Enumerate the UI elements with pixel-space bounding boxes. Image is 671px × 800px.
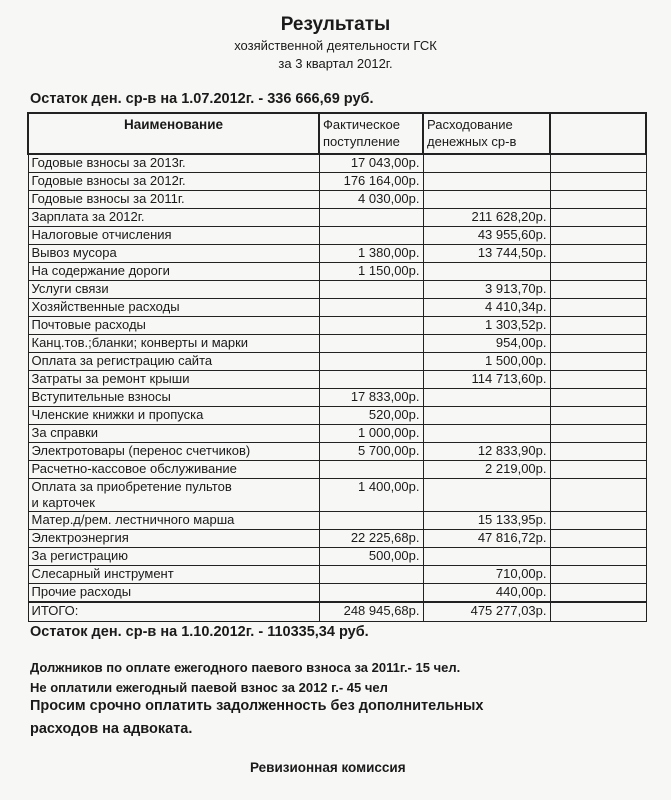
results-table bbox=[27, 112, 647, 622]
table-row bbox=[28, 281, 646, 299]
row-income: 1 380,00р. bbox=[319, 245, 423, 263]
table-row bbox=[28, 263, 646, 281]
table-row bbox=[28, 407, 646, 425]
row-expense bbox=[423, 407, 550, 425]
table-row bbox=[28, 389, 646, 407]
row-name-text: Электротовары (перенос счетчиков) bbox=[31, 443, 251, 458]
total-income: 248 945,68р. bbox=[319, 602, 423, 622]
row-empty bbox=[550, 584, 646, 603]
row-name bbox=[28, 191, 319, 209]
row-name-text: Членские книжки и пропуска bbox=[31, 407, 204, 422]
debtors-2012: Не оплатили ежегодный паевой взнос за 2012 г.- 45 чел bbox=[30, 680, 388, 695]
row-empty bbox=[550, 512, 646, 530]
header-income: Фактическое поступление bbox=[319, 113, 423, 154]
row-empty bbox=[550, 461, 646, 479]
row-empty bbox=[550, 389, 646, 407]
row-expense: 2 219,00р. bbox=[423, 461, 550, 479]
row-income bbox=[319, 512, 423, 530]
row-name-text: Почтовые расходы bbox=[31, 317, 146, 332]
table-row bbox=[28, 245, 646, 263]
row-name bbox=[28, 530, 319, 548]
row-income: 4 030,00р. bbox=[319, 191, 423, 209]
row-empty bbox=[550, 353, 646, 371]
row-name-text: Услуги связи bbox=[31, 281, 109, 296]
row-name bbox=[28, 443, 319, 461]
row-expense: 114 713,60р. bbox=[423, 371, 550, 389]
row-empty bbox=[550, 154, 646, 173]
row-name bbox=[28, 512, 319, 530]
total-label: ИТОГО: bbox=[28, 602, 319, 622]
row-name-text: Зарплата за 2012г. bbox=[31, 209, 145, 224]
row-expense bbox=[423, 154, 550, 173]
row-income bbox=[319, 584, 423, 603]
row-expense bbox=[423, 479, 550, 512]
row-empty bbox=[550, 566, 646, 584]
row-empty bbox=[550, 548, 646, 566]
row-name bbox=[28, 299, 319, 317]
row-name-text: Затраты за ремонт крыши bbox=[31, 371, 190, 386]
row-income: 17 833,00р. bbox=[319, 389, 423, 407]
row-income: 1 400,00р. bbox=[319, 479, 423, 512]
row-empty bbox=[550, 191, 646, 209]
table-row bbox=[28, 425, 646, 443]
row-income: 520,00р. bbox=[319, 407, 423, 425]
row-empty bbox=[550, 281, 646, 299]
row-expense: 710,00р. bbox=[423, 566, 550, 584]
row-name bbox=[28, 371, 319, 389]
row-expense bbox=[423, 389, 550, 407]
row-income: 176 164,00р. bbox=[319, 173, 423, 191]
row-name bbox=[28, 425, 319, 443]
row-name bbox=[28, 479, 319, 512]
row-name-text: Вывоз мусора bbox=[31, 245, 117, 260]
row-name bbox=[28, 154, 319, 173]
row-expense: 954,00р. bbox=[423, 335, 550, 353]
row-name-text: Вступительные взносы bbox=[31, 389, 171, 404]
row-empty bbox=[550, 371, 646, 389]
row-expense bbox=[423, 173, 550, 191]
row-income bbox=[319, 281, 423, 299]
row-income: 22 225,68р. bbox=[319, 530, 423, 548]
table-header-row bbox=[28, 113, 646, 154]
header-expense: Расходование денежных ср-в bbox=[423, 113, 550, 154]
row-expense: 4 410,34р. bbox=[423, 299, 550, 317]
row-name bbox=[28, 209, 319, 227]
row-name bbox=[28, 281, 319, 299]
row-name bbox=[28, 317, 319, 335]
row-income bbox=[319, 566, 423, 584]
row-empty bbox=[550, 425, 646, 443]
row-name bbox=[28, 407, 319, 425]
row-income bbox=[319, 227, 423, 245]
row-income bbox=[319, 209, 423, 227]
document-title: Результаты bbox=[280, 14, 391, 35]
row-empty bbox=[550, 227, 646, 245]
table-row bbox=[28, 443, 646, 461]
row-name-text: Оплата за приобретение пультов bbox=[31, 479, 232, 494]
row-name-text: Электроэнергия bbox=[31, 530, 129, 545]
row-empty bbox=[550, 335, 646, 353]
row-name bbox=[28, 584, 319, 603]
table-row bbox=[28, 209, 646, 227]
row-name bbox=[28, 173, 319, 191]
table-row bbox=[28, 353, 646, 371]
document-subtitle: хозяйственной деятельности ГСК bbox=[234, 38, 437, 53]
row-income bbox=[319, 335, 423, 353]
table-row bbox=[28, 530, 646, 548]
table-row bbox=[28, 479, 646, 512]
row-income bbox=[319, 461, 423, 479]
row-name bbox=[28, 389, 319, 407]
row-income: 1 150,00р. bbox=[319, 263, 423, 281]
row-name-text: За справки bbox=[31, 425, 99, 440]
table-row bbox=[28, 461, 646, 479]
row-income: 5 700,00р. bbox=[319, 443, 423, 461]
row-name-text: Годовые взносы за 2011г. bbox=[31, 191, 185, 206]
row-empty bbox=[550, 263, 646, 281]
table-row bbox=[28, 317, 646, 335]
row-name bbox=[28, 263, 319, 281]
table-row bbox=[28, 548, 646, 566]
table-row bbox=[28, 566, 646, 584]
total-expense: 475 277,03р. bbox=[423, 602, 550, 622]
payment-request-line2: расходов на адвоката. bbox=[30, 721, 193, 737]
row-name-text: Годовые взносы за 2013г. bbox=[31, 155, 186, 170]
row-name-text: Хозяйственные расходы bbox=[31, 299, 180, 314]
total-row bbox=[28, 602, 646, 622]
row-empty bbox=[550, 443, 646, 461]
row-expense bbox=[423, 548, 550, 566]
row-expense: 12 833,90р. bbox=[423, 443, 550, 461]
table-row bbox=[28, 584, 646, 603]
row-name bbox=[28, 245, 319, 263]
row-name-text: Расчетно-кассовое обслуживание bbox=[31, 461, 237, 476]
row-income bbox=[319, 371, 423, 389]
total-empty bbox=[550, 602, 646, 622]
payment-request-line1: Просим срочно оплатить задолженность без дополнительных bbox=[30, 698, 484, 714]
row-expense: 1 500,00р. bbox=[423, 353, 550, 371]
row-name bbox=[28, 461, 319, 479]
row-income bbox=[319, 299, 423, 317]
row-name-text: Матер.д/рем. лестничного марша bbox=[31, 512, 235, 527]
table-row bbox=[28, 191, 646, 209]
row-expense bbox=[423, 425, 550, 443]
row-expense: 47 816,72р. bbox=[423, 530, 550, 548]
row-empty bbox=[550, 479, 646, 512]
row-expense: 1 303,52р. bbox=[423, 317, 550, 335]
row-expense: 440,00р. bbox=[423, 584, 550, 603]
row-name-text: На содержание дороги bbox=[31, 263, 170, 278]
row-name-text: Налоговые отчисления bbox=[31, 227, 172, 242]
table-row bbox=[28, 154, 646, 173]
row-name bbox=[28, 548, 319, 566]
table-row bbox=[28, 299, 646, 317]
row-expense: 211 628,20р. bbox=[423, 209, 550, 227]
row-name-text: За регистрацию bbox=[31, 548, 129, 563]
row-empty bbox=[550, 530, 646, 548]
row-name bbox=[28, 227, 319, 245]
table-row bbox=[28, 512, 646, 530]
row-empty bbox=[550, 245, 646, 263]
row-expense bbox=[423, 191, 550, 209]
table-row bbox=[28, 173, 646, 191]
signature: Ревизионная комиссия bbox=[250, 760, 406, 775]
document-period: за 3 квартал 2012г. bbox=[278, 56, 393, 71]
table-row bbox=[28, 227, 646, 245]
row-expense: 3 913,70р. bbox=[423, 281, 550, 299]
row-expense: 13 744,50р. bbox=[423, 245, 550, 263]
row-empty bbox=[550, 407, 646, 425]
row-expense: 15 133,95р. bbox=[423, 512, 550, 530]
row-income bbox=[319, 317, 423, 335]
table-row bbox=[28, 371, 646, 389]
row-name-text: Прочие расходы bbox=[31, 584, 132, 599]
row-name bbox=[28, 566, 319, 584]
header-empty bbox=[550, 113, 646, 154]
row-expense: 43 955,60р. bbox=[423, 227, 550, 245]
row-expense bbox=[423, 263, 550, 281]
row-name bbox=[28, 335, 319, 353]
header-name: Наименование bbox=[28, 113, 319, 154]
row-name-text: Слесарный инструмент bbox=[31, 566, 174, 581]
debtors-2011: Должников по оплате ежегодного паевого взноса за 2011г.- 15 чел. bbox=[30, 660, 461, 675]
row-income bbox=[319, 353, 423, 371]
row-name-text-cont: и карточек bbox=[31, 495, 95, 510]
table-row bbox=[28, 335, 646, 353]
row-income: 1 000,00р. bbox=[319, 425, 423, 443]
row-empty bbox=[550, 299, 646, 317]
row-empty bbox=[550, 173, 646, 191]
row-name-text: Канц.тов.;бланки; конверты и марки bbox=[31, 335, 249, 350]
row-empty bbox=[550, 209, 646, 227]
opening-balance: Остаток ден. ср-в на 1.07.2012г. - 336 666,69 руб. bbox=[30, 91, 374, 107]
row-name bbox=[28, 353, 319, 371]
row-name-text: Оплата за регистрацию сайта bbox=[31, 353, 213, 368]
row-empty bbox=[550, 317, 646, 335]
row-name-text: Годовые взносы за 2012г. bbox=[31, 173, 186, 188]
closing-balance: Остаток ден. ср-в на 1.10.2012г. - 110335,34 руб. bbox=[30, 624, 369, 640]
row-income: 17 043,00р. bbox=[319, 154, 423, 173]
row-income: 500,00р. bbox=[319, 548, 423, 566]
